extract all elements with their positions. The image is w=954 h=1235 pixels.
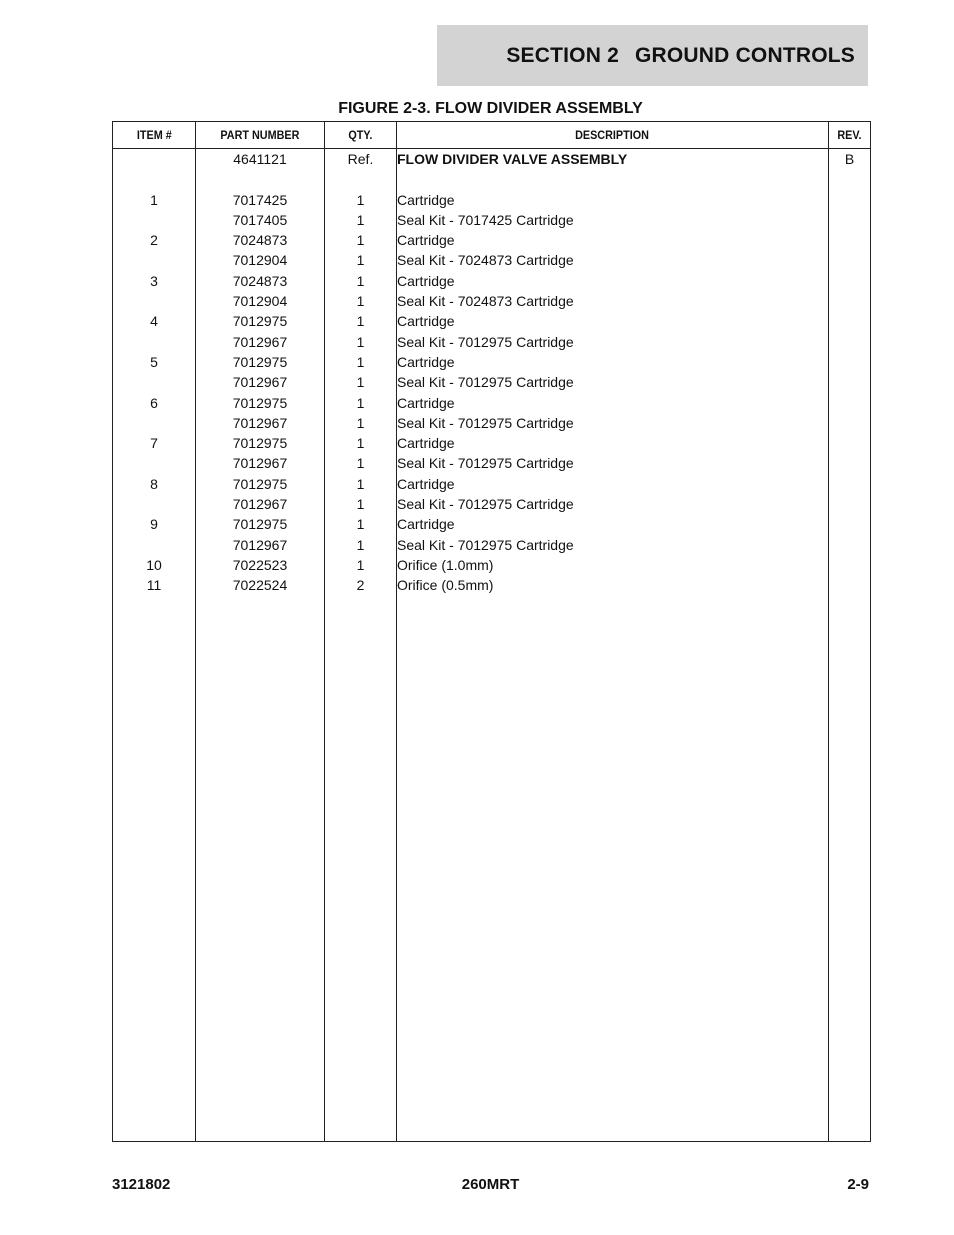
part-number-cell: 7022523 xyxy=(196,555,325,575)
empty-cell xyxy=(397,596,829,1142)
item-cell: 1 xyxy=(113,190,196,210)
qty-cell: 1 xyxy=(325,291,397,311)
empty-cell xyxy=(325,596,397,1142)
part-number-cell: 7017425 xyxy=(196,190,325,210)
table-row xyxy=(113,332,871,352)
table-header-row xyxy=(113,122,871,149)
table-row xyxy=(113,210,871,230)
table-row xyxy=(113,535,871,555)
rev-cell xyxy=(829,169,871,189)
description-cell: Seal Kit - 7024873 Cartridge xyxy=(397,250,829,270)
part-number-cell: 7017405 xyxy=(196,210,325,230)
rev-cell xyxy=(829,514,871,534)
column-header-part-number: PART NUMBER xyxy=(196,122,325,149)
item-cell xyxy=(113,413,196,433)
rev-cell xyxy=(829,210,871,230)
item-cell xyxy=(113,210,196,230)
part-number-cell: 7012975 xyxy=(196,514,325,534)
item-cell xyxy=(113,494,196,514)
section-number: SECTION 2 xyxy=(506,43,619,67)
part-number-cell: 7024873 xyxy=(196,271,325,291)
table-row xyxy=(113,413,871,433)
part-number-cell: 7012975 xyxy=(196,311,325,331)
item-cell xyxy=(113,453,196,473)
description-cell: Cartridge xyxy=(397,271,829,291)
rev-cell xyxy=(829,494,871,514)
rev-cell xyxy=(829,474,871,494)
description-cell: Seal Kit - 7024873 Cartridge xyxy=(397,291,829,311)
description-cell: Cartridge xyxy=(397,352,829,372)
rev-cell xyxy=(829,575,871,595)
table-row xyxy=(113,494,871,514)
qty-cell: 1 xyxy=(325,514,397,534)
item-cell xyxy=(113,291,196,311)
qty-cell: 1 xyxy=(325,352,397,372)
table-row xyxy=(113,453,871,473)
section-header xyxy=(437,25,868,86)
part-number-cell: 7012975 xyxy=(196,433,325,453)
description-cell: Seal Kit - 7017425 Cartridge xyxy=(397,210,829,230)
item-cell: 8 xyxy=(113,474,196,494)
table-row xyxy=(113,149,871,170)
rev-cell xyxy=(829,190,871,210)
table-row xyxy=(113,230,871,250)
rev-cell xyxy=(829,311,871,331)
qty-cell: 1 xyxy=(325,433,397,453)
description-cell: Cartridge xyxy=(397,433,829,453)
item-cell: 2 xyxy=(113,230,196,250)
description-cell: Cartridge xyxy=(397,474,829,494)
rev-cell xyxy=(829,230,871,250)
part-number-cell: 7012904 xyxy=(196,250,325,270)
rev-cell xyxy=(829,393,871,413)
empty-cell xyxy=(113,596,196,1142)
description-cell: Cartridge xyxy=(397,190,829,210)
rev-cell xyxy=(829,372,871,392)
item-cell: 9 xyxy=(113,514,196,534)
item-cell xyxy=(113,149,196,170)
part-number-cell: 7012967 xyxy=(196,494,325,514)
table-filler-row xyxy=(113,596,871,1142)
column-header-rev: REV. xyxy=(829,122,871,149)
item-cell xyxy=(113,250,196,270)
description-cell: Seal Kit - 7012975 Cartridge xyxy=(397,332,829,352)
rev-cell xyxy=(829,332,871,352)
qty-cell: 1 xyxy=(325,555,397,575)
qty-cell xyxy=(325,169,397,189)
description-cell xyxy=(397,169,829,189)
qty-cell: 1 xyxy=(325,372,397,392)
column-header-description: DESCRIPTION xyxy=(397,122,829,149)
rev-cell xyxy=(829,535,871,555)
rev-cell xyxy=(829,413,871,433)
qty-cell: 1 xyxy=(325,393,397,413)
qty-cell: 1 xyxy=(325,271,397,291)
empty-cell xyxy=(196,596,325,1142)
qty-cell: 1 xyxy=(325,413,397,433)
column-header-qty: QTY. xyxy=(325,122,397,149)
item-cell: 6 xyxy=(113,393,196,413)
figure-title: FIGURE 2-3. FLOW DIVIDER ASSEMBLY xyxy=(338,100,643,117)
description-cell: Orifice (1.0mm) xyxy=(397,555,829,575)
item-cell: 7 xyxy=(113,433,196,453)
description-cell: Cartridge xyxy=(397,230,829,250)
description-cell: Seal Kit - 7012975 Cartridge xyxy=(397,453,829,473)
part-number-cell: 7012975 xyxy=(196,474,325,494)
qty-cell: 1 xyxy=(325,494,397,514)
footer-manual-number: 3121802 xyxy=(112,1176,171,1193)
qty-cell: 1 xyxy=(325,250,397,270)
empty-cell xyxy=(829,596,871,1142)
qty-cell: 1 xyxy=(325,332,397,352)
description-cell: Cartridge xyxy=(397,514,829,534)
table-row xyxy=(113,352,871,372)
table-row xyxy=(113,169,871,189)
item-cell: 4 xyxy=(113,311,196,331)
table-row xyxy=(113,514,871,534)
qty-cell: 1 xyxy=(325,190,397,210)
table-row xyxy=(113,393,871,413)
table-row xyxy=(113,474,871,494)
part-number-cell: 7012967 xyxy=(196,413,325,433)
section-title: GROUND CONTROLS xyxy=(635,43,855,67)
rev-cell xyxy=(829,291,871,311)
description-cell: Cartridge xyxy=(397,393,829,413)
qty-cell: 1 xyxy=(325,311,397,331)
page-footer xyxy=(112,1176,869,1196)
table-row xyxy=(113,190,871,210)
part-number-cell: 7012967 xyxy=(196,453,325,473)
item-cell xyxy=(113,535,196,555)
rev-cell xyxy=(829,352,871,372)
footer-model: 260MRT xyxy=(461,1176,520,1193)
table-row xyxy=(113,291,871,311)
part-number-cell: 7012967 xyxy=(196,372,325,392)
rev-cell: B xyxy=(829,149,871,170)
parts-table xyxy=(112,121,871,1142)
item-cell: 11 xyxy=(113,575,196,595)
part-number-cell xyxy=(196,169,325,189)
qty-cell: 1 xyxy=(325,230,397,250)
description-cell: FLOW DIVIDER VALVE ASSEMBLY xyxy=(397,149,829,170)
rev-cell xyxy=(829,271,871,291)
item-cell: 5 xyxy=(113,352,196,372)
part-number-cell: 7022524 xyxy=(196,575,325,595)
item-cell xyxy=(113,372,196,392)
rev-cell xyxy=(829,250,871,270)
part-number-cell: 4641121 xyxy=(196,149,325,170)
description-cell: Seal Kit - 7012975 Cartridge xyxy=(397,494,829,514)
part-number-cell: 7012975 xyxy=(196,393,325,413)
rev-cell xyxy=(829,453,871,473)
table-row xyxy=(113,372,871,392)
item-cell: 3 xyxy=(113,271,196,291)
part-number-cell: 7024873 xyxy=(196,230,325,250)
table-row xyxy=(113,271,871,291)
part-number-cell: 7012967 xyxy=(196,535,325,555)
item-cell xyxy=(113,332,196,352)
rev-cell xyxy=(829,555,871,575)
footer-page-number: 2-9 xyxy=(847,1176,869,1193)
table-row xyxy=(113,433,871,453)
part-number-cell: 7012904 xyxy=(196,291,325,311)
description-cell: Cartridge xyxy=(397,311,829,331)
table-row xyxy=(113,555,871,575)
description-cell: Seal Kit - 7012975 Cartridge xyxy=(397,535,829,555)
table-row xyxy=(113,250,871,270)
column-header-item: ITEM # xyxy=(113,122,196,149)
qty-cell: 2 xyxy=(325,575,397,595)
part-number-cell: 7012967 xyxy=(196,332,325,352)
qty-cell: Ref. xyxy=(325,149,397,170)
description-cell: Seal Kit - 7012975 Cartridge xyxy=(397,413,829,433)
item-cell xyxy=(113,169,196,189)
qty-cell: 1 xyxy=(325,474,397,494)
qty-cell: 1 xyxy=(325,210,397,230)
qty-cell: 1 xyxy=(325,453,397,473)
part-number-cell: 7012975 xyxy=(196,352,325,372)
description-cell: Seal Kit - 7012975 Cartridge xyxy=(397,372,829,392)
rev-cell xyxy=(829,433,871,453)
table-row xyxy=(113,311,871,331)
table-row xyxy=(113,575,871,595)
parts-table-body xyxy=(113,149,871,1142)
qty-cell: 1 xyxy=(325,535,397,555)
description-cell: Orifice (0.5mm) xyxy=(397,575,829,595)
item-cell: 10 xyxy=(113,555,196,575)
